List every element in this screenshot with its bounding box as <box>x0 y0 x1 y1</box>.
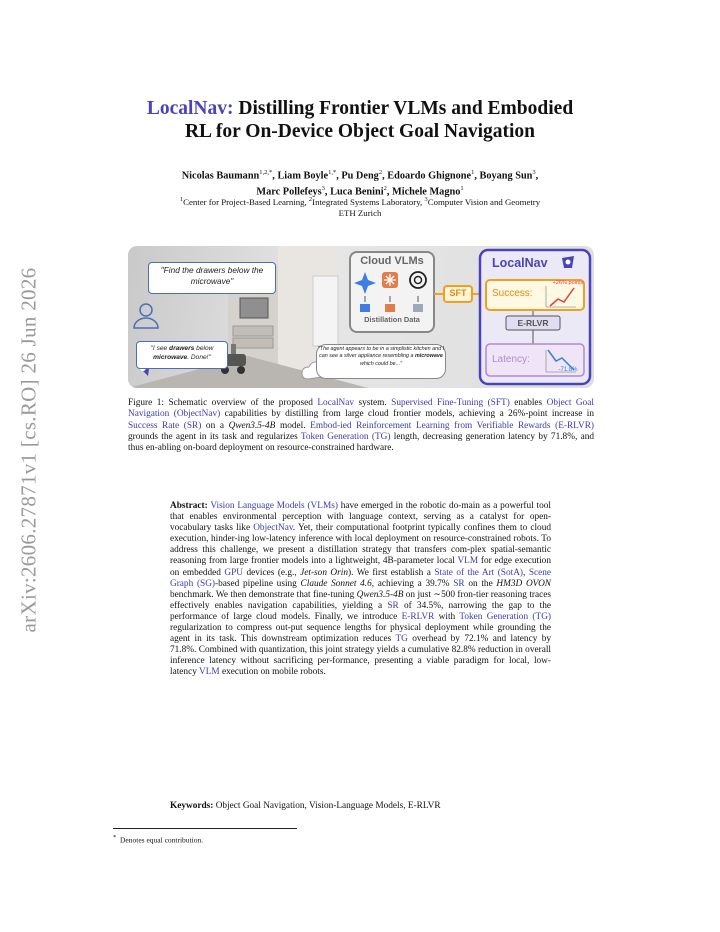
affil-mark: 2 <box>308 196 313 203</box>
caption-text: model. <box>275 420 311 431</box>
abstract-link[interactable]: E-RLVR <box>401 611 435 622</box>
abstract-link[interactable]: VLM <box>457 556 479 567</box>
robot-quote-part: . Done!" <box>187 354 211 361</box>
author-affil-mark: 1,* <box>328 169 337 176</box>
author-name: Edoardo Ghignone <box>387 170 472 182</box>
affil-mark: 3 <box>424 196 428 203</box>
abstract-text: regularization to compress out-put sequence lengths for physical deployment while grounding the agent in its task. This downstream optimization reduces <box>170 623 551 645</box>
arxiv-sidebar <box>6 250 52 650</box>
abstract-link[interactable]: VLM <box>199 667 220 678</box>
figure-1 <box>128 246 594 388</box>
paper-title <box>100 97 620 143</box>
abstract-link[interactable]: Vision Language Models (VLMs) <box>210 501 338 511</box>
drawer <box>233 338 273 348</box>
author-name: Michele Magno <box>392 186 461 198</box>
reasoning-text: "The agent appears to be in a simplistic kitchen and I can see a silver appliance resembling a <box>317 346 445 360</box>
sft-label: SFT <box>449 288 467 298</box>
cloud-vlms-title: Cloud VLMs <box>360 255 424 267</box>
caption-text: system. <box>354 398 392 408</box>
distillation-data-label: Distillation Data <box>364 315 420 324</box>
keywords-label: Keywords: <box>170 801 214 811</box>
caption-text: grounds the agent in its task and regularizes <box>128 431 301 442</box>
user-speech-bubble <box>148 262 276 294</box>
robot-quote-part: below <box>194 345 214 352</box>
abstract-link[interactable]: TG <box>395 634 408 645</box>
caption-link[interactable]: Supervised Fine-Tuning (SFT) <box>391 398 510 408</box>
author-affil-mark: 2 <box>383 184 387 192</box>
abstract-italic: Claude Sonnet 4.6 <box>300 578 372 589</box>
abstract-link[interactable]: Token Generation (TG) <box>459 611 552 622</box>
title-brand[interactable]: LocalNav: <box>146 98 234 119</box>
abstract-text: -based pipeline using <box>215 578 301 589</box>
reasoning-bubble <box>316 344 446 379</box>
author-sep: , <box>382 170 388 182</box>
caption-text: on a <box>201 420 229 431</box>
caption-link[interactable]: Embod-ied Reinforcement Learning from Verifiable Rewards (E-RLVR) <box>310 420 595 431</box>
affil-text: Computer Vision and Geometry <box>427 196 541 207</box>
abstract-text: for edge execution on embedded <box>170 556 551 578</box>
author-affil-mark: 3 <box>321 184 325 192</box>
reasoning-bold: microwave <box>415 353 443 360</box>
abstract-text: on just ∼500 fron-tier reasoning traces effectively enables navigation capabilities, yielding a <box>170 589 551 611</box>
success-delta: +26% points <box>552 280 584 286</box>
reasoning-text: which could be..." <box>359 360 403 367</box>
abstract-text: ). We first establish a <box>348 567 435 578</box>
robot-quote-bold: microwave <box>153 354 188 361</box>
claude-icon <box>382 272 398 288</box>
drawer <box>233 326 273 336</box>
caption-link[interactable]: LocalNav <box>317 398 355 408</box>
abstract-text: , achieving a 39.7% <box>371 578 454 589</box>
abstract-text: . Yet, their computational footprint typically confines them to cloud execution, hinder-ing low-latency inference with local deployment on resource-constrained robots. To address this challenge, we present a distillation strategy that transfers com-plex spatial-semantic reasoning from large frontier models into a lightweight, 4B-parameter local <box>170 523 551 567</box>
author-sep: , <box>474 170 480 182</box>
abstract-text: devices (e.g., <box>243 567 301 578</box>
affiliation-line <box>110 194 610 208</box>
affil-text: Integrated Systems Laboratory, <box>312 196 425 207</box>
caption-link[interactable]: Token Generation (TG) <box>300 431 391 442</box>
author-name: Luca Benini <box>330 186 384 198</box>
abstract-link[interactable]: State of the Art (SotA) <box>434 567 524 578</box>
title-line2: RL for On-Device Object Goal Navigation <box>184 121 536 142</box>
abstract <box>170 501 551 679</box>
abstract-label: Abstract: <box>170 501 208 511</box>
author-affil-mark: 1 <box>460 184 464 192</box>
title-line1: Distilling Frontier VLMs and Embodied <box>233 98 574 119</box>
institution: ETH Zurich <box>338 207 382 218</box>
distill-data-icon <box>360 304 370 312</box>
abstract-text: of 34.5%, narrowing the gap to the performance of large cloud models. Finally, we introduce <box>170 600 551 622</box>
affil-mark: 1 <box>179 196 184 203</box>
abstract-text: , <box>523 567 529 578</box>
abstract-link[interactable]: GPU <box>224 567 244 578</box>
abstract-italic: HM3D OVON <box>496 578 551 589</box>
abstract-link[interactable]: SR <box>453 578 465 589</box>
caption-text: capabilities by distilling from large cloud frontier models, achieving a 26%-point increase in <box>220 409 594 420</box>
footnote-text: Denotes equal contribution. <box>120 835 204 845</box>
author-sep: , <box>336 170 342 182</box>
abstract-link[interactable]: ObjectNav <box>253 523 293 534</box>
author-affil-mark: 1 <box>471 169 475 176</box>
latency-delta: -71.8% <box>558 367 578 373</box>
distill-data-icon <box>413 304 423 312</box>
abstract-link[interactable]: SR <box>387 600 399 611</box>
author-name: Pu Deng <box>341 170 379 182</box>
abstract-text: have emerged in the robotic do-main as a powerful tool that enables environmental perception with language context, serving as a catalyst for open-vocabulary tasks like <box>170 501 551 534</box>
author-sep: , <box>386 186 392 198</box>
author-affil-mark: 2 <box>378 169 383 176</box>
author-sep: , <box>535 170 539 182</box>
caption-italic: Qwen3.5-4B <box>228 420 276 431</box>
abstract-text: on the <box>464 578 497 589</box>
caption-text: enables <box>509 398 547 408</box>
success-label: Success: <box>492 288 533 299</box>
erlvr-label: E-RLVR <box>517 318 549 328</box>
caption-link[interactable]: Object Goal Navigation (ObjectNav) <box>128 398 594 420</box>
user-icon <box>134 304 158 328</box>
robot-speech-bubble <box>136 341 228 369</box>
author-sep: , <box>272 170 278 182</box>
abstract-text: execution on mobile robots. <box>219 667 326 678</box>
author-name: Marc Pollefeys <box>256 186 322 198</box>
robot-quote-part: "I see <box>150 345 170 352</box>
abstract-link[interactable]: Scene Graph (SG) <box>170 567 552 589</box>
caption-link[interactable]: Success Rate (SR) <box>128 420 202 431</box>
author-affil-mark: 1,2,* <box>259 169 273 176</box>
latency-label: Latency: <box>492 354 530 365</box>
abstract-text: overhead by 72.1% and latency by 71.8%. Combined with quantization, this joint strategy yields a cumulative 82.8% reduction in overall inference latency without sacrificing per-formance, presenting a viable paradigm for local, low-latency <box>170 634 552 678</box>
user-quote: "Find the drawers below the microwave" <box>160 265 264 286</box>
distill-data-icon <box>385 304 395 312</box>
affiliations <box>110 194 610 219</box>
keywords-text: Object Goal Navigation, Vision-Language Models, E-RLVR <box>213 801 441 811</box>
author-name: Boyang Sun <box>479 170 533 182</box>
microwave <box>240 298 268 318</box>
author-sep: , <box>324 186 331 198</box>
arxiv-id: arXiv:2606.27871v1 [cs.RO] 26 Jun 2026 <box>16 267 41 633</box>
footnote-mark: * <box>113 834 117 841</box>
abstract-text: benchmark. We then demonstrate that fine-tuning <box>170 589 357 600</box>
affil-text: Center for Project-Based Learning, <box>183 196 309 207</box>
figure-caption <box>128 398 594 454</box>
footnote-rule <box>113 828 297 829</box>
keywords <box>170 801 551 812</box>
author-name: Nicolas Baumann <box>181 170 260 182</box>
robot-quote-bold: drawers <box>169 345 195 352</box>
caption-text: Figure 1: Schematic overview of the proposed <box>128 398 318 408</box>
caption-text: length, decreasing generation latency by 71.8%, and thus en-abling on-board deployment on resource-constrained hardware. <box>128 431 594 454</box>
abstract-italic: Qwen3.5-4B <box>356 589 404 600</box>
author-affil-mark: 3 <box>532 169 536 176</box>
localnav-title: LocalNav <box>492 256 548 270</box>
author-name: Liam Boyle <box>277 170 329 182</box>
abstract-text: with <box>434 611 460 622</box>
abstract-italic: Jet-son Orin <box>300 567 348 578</box>
door <box>313 276 338 346</box>
footnote <box>113 834 203 845</box>
